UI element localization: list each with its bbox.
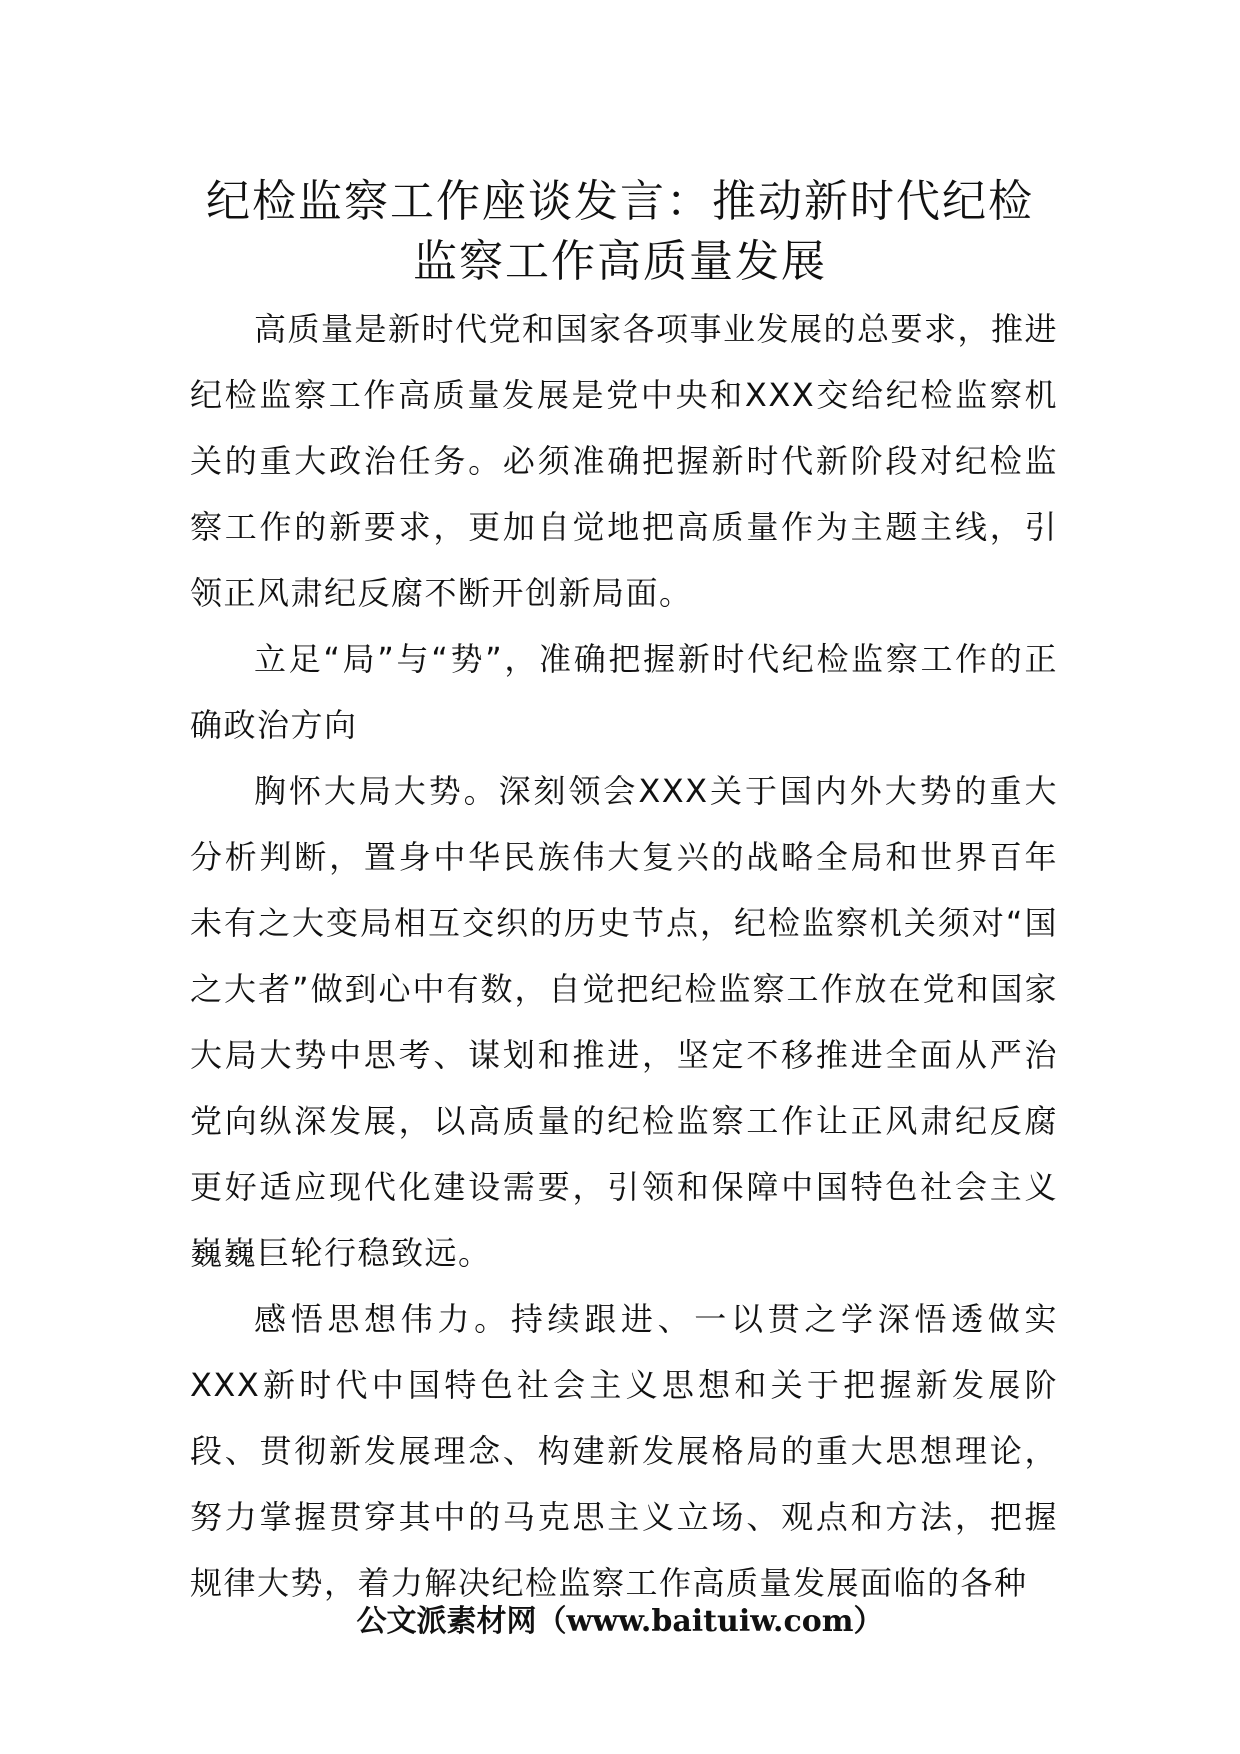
document-title bbox=[170, 172, 1070, 292]
title-line-1: 纪检监察工作座谈发言：推动新时代纪检 bbox=[206, 176, 1034, 227]
paragraph-big-picture: 胸怀大局大势。深刻领会XXX关于国内外大势的重大分析判断，置身中华民族伟大复兴的战略全局和世界百年未有之大变局相互交织的历史节点，纪检监察机关须对“国之大者”做到心中有数，自觉把纪检监察工作放在党和国家大局大势中思考、谋划和推进，坚定不移推进全面从严治党向纵深发展，以高质量的纪检监察工作让正风肃纪反腐更好适应现代化建设需要，引领和保障中国特色社会主义巍巍巨轮行稳致远。 bbox=[190, 772, 1058, 1272]
paragraph-thought: 感悟思想伟力。持续跟进、一以贯之学深悟透做实XXX新时代中国特色社会主义思想和关于把握新发展阶段、贯彻新发展理念、构建新发展格局的重大思想理论，努力掌握贯穿其中的马克思主义立场、观点和方法，把握规律大势，着力解决纪检监察工作高质量发展面临的各种 bbox=[190, 1300, 1058, 1602]
title-line-2: 监察工作高质量发展 bbox=[413, 236, 827, 287]
section-heading: 立足“局”与“势”，准确把握新时代纪检监察工作的正确政治方向 bbox=[190, 640, 1058, 744]
paragraph-intro: 高质量是新时代党和国家各项事业发展的总要求，推进纪检监察工作高质量发展是党中央和XXX交给纪检监察机关的重大政治任务。必须准确把握新时代新阶段对纪检监察工作的新要求，更加自觉地把高质量作为主题主线，引领正风肃纪反腐不断开创新局面。 bbox=[190, 310, 1059, 612]
document-body bbox=[190, 296, 1058, 1616]
footer-watermark: 公文派素材网（www.baituiw.com） bbox=[356, 1604, 884, 1639]
